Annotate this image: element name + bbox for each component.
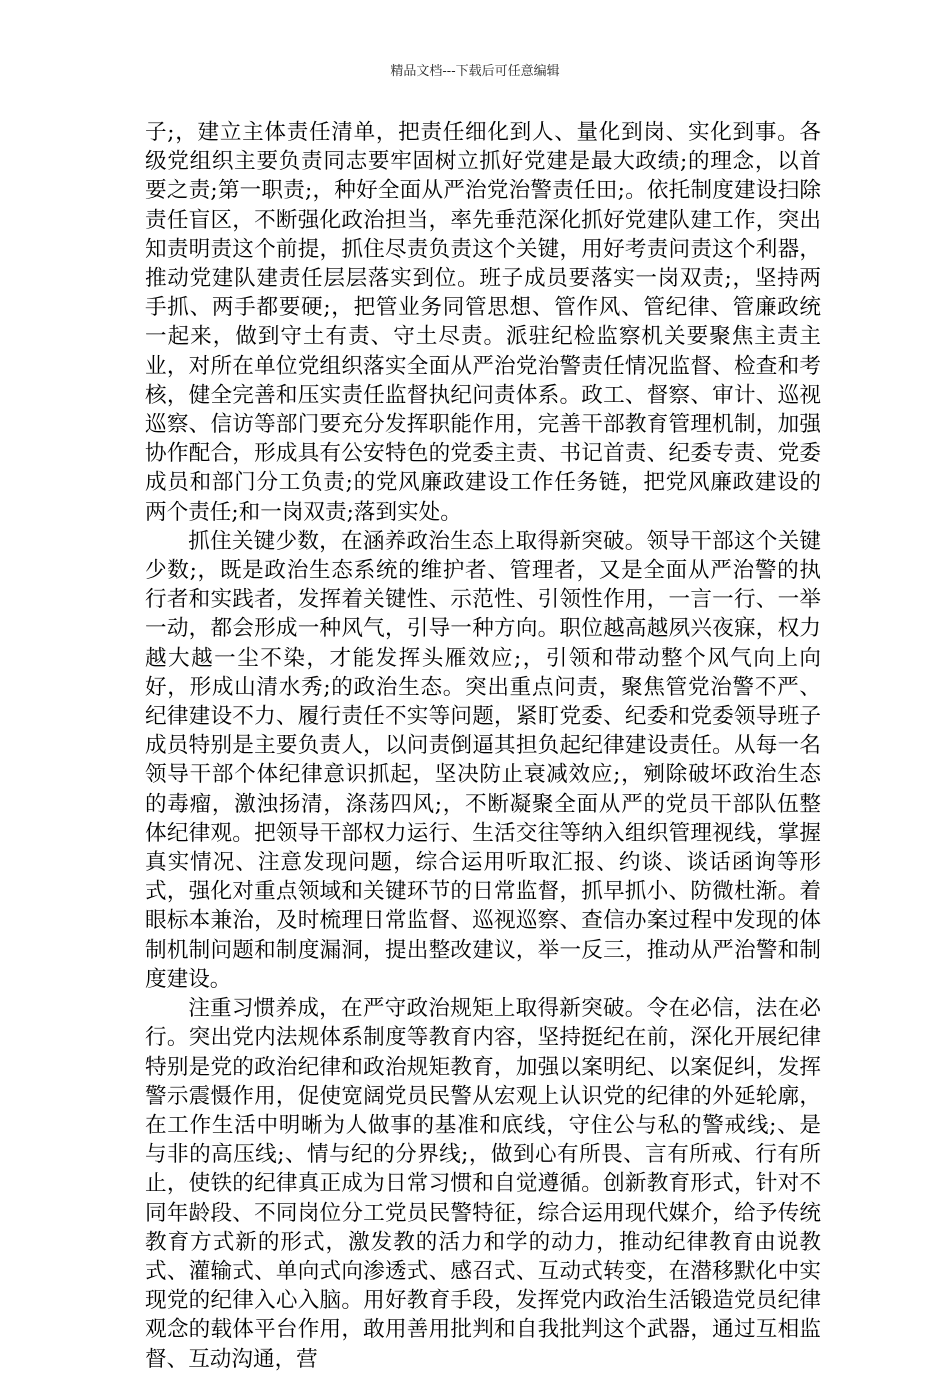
page-header: 精品文档---下载后可任意编辑 (390, 64, 560, 79)
document-body (145, 118, 821, 1374)
paragraph-2: 抓住关键少数，在涵养政治生态上取得新突破。领导干部这个关键少数;，既是政治生态系统的维护者、管理者，又是全面从严治警的执行者和实践者，发挥着关键性、示范性、引领性作用，一言一行、一举一动，都会形成一种风气，引导一种方向。职位越高越夙兴夜寐，权力越大越一尘不染，才能发挥头雁效应;，引领和带动整个风气向上向好，形成山清水秀;的政治生态。突出重点问责，聚焦管党治警不严、纪律建设不力、履行责任不实等问题，紧盯党委、纪委和党委领导班子成员特别是主要负责人，以问责倒逼其担负起纪律建设责任。从每一名领导干部个体纪律意识抓起，坚决防止衰减效应;，剜除破坏政治生态的毒瘤，激浊扬清，涤荡四风;，不断凝聚全面从严的党员干部队伍整体纪律观。把领导干部权力运行、生活交往等纳入组织管理视线，掌握真实情况、注意发现问题，综合运用听取汇报、约谈、谈话函询等形式，强化对重点领域和关键环节的日常监督，抓早抓小、防微杜渐。着眼标本兼治，及时梳理日常监督、巡视巡察、查信办案过程中发现的体制机制问题和制度漏洞，提出整改建议，举一反三，推动从严治警和制度建设。 (145, 528, 821, 992)
paragraph-1: 子;，建立主体责任清单，把责任细化到人、量化到岗、实化到事。各级党组织主要负责同志要牢固树立抓好党建是最大政绩;的理念，以首要之责;第一职责;，种好全面从严治党治警责任田;。依托制度建设扫除责任盲区，不断强化政治担当，率先垂范深化抓好党建队建工作，突出知责明责这个前提，抓住尽责负责这个关键，用好考责问责这个利器，推动党建队建责任层层落实到位。班子成员要落实一岗双责;，坚持两手抓、两手都要硬;，把管业务同管思想、管作风、管纪律、管廉政统一起来，做到守土有责、守土尽责。派驻纪检监察机关要聚焦主责主业，对所在单位党组织落实全面从严治党治警责任情况监督、检查和考核，健全完善和压实责任监督执纪问责体系。政工、督察、审计、巡视巡察、信访等部门要充分发挥职能作用，完善干部教育管理机制，加强协作配合，形成具有公安特色的党委主责、书记首责、纪委专责、党委成员和部门分工负责;的党风廉政建设工作任务链，把党风廉政建设的两个责任;和一岗双责;落到实处。 (145, 120, 821, 525)
paragraph-3: 注重习惯养成，在严守政治规矩上取得新突破。令在必信，法在必行。突出党内法规体系制度等教育内容，坚持挺纪在前，深化开展纪律特别是党的政治纪律和政治规矩教育，加强以案明纪、以案促纠，发挥警示震慑作用，促使宽阔党员民警从宏观上认识党的纪律的外延轮廓，在工作生活中明晰为人做事的基准和底线，守住公与私的警戒线;、是与非的高压线;、情与纪的分界线;，做到心有所畏、言有所戒、行有所止，使铁的纪律真正成为日常习惯和自觉遵循。创新教育形式，针对不同年龄段、不同岗位分工党员民警特征，综合运用现代媒介，给予传统教育方式新的形式，激发教的活力和学的动力，推动纪律教育由说教式、灌输式、单向式向渗透式、感召式、互动式转变，在潜移默化中实现党的纪律入心入脑。用好教育手段，发挥党内政治生活锻造党员纪律观念的载体平台作用，敢用善用批判和自我批判这个武器，通过互相监督、互动沟通，营 (145, 996, 821, 1372)
